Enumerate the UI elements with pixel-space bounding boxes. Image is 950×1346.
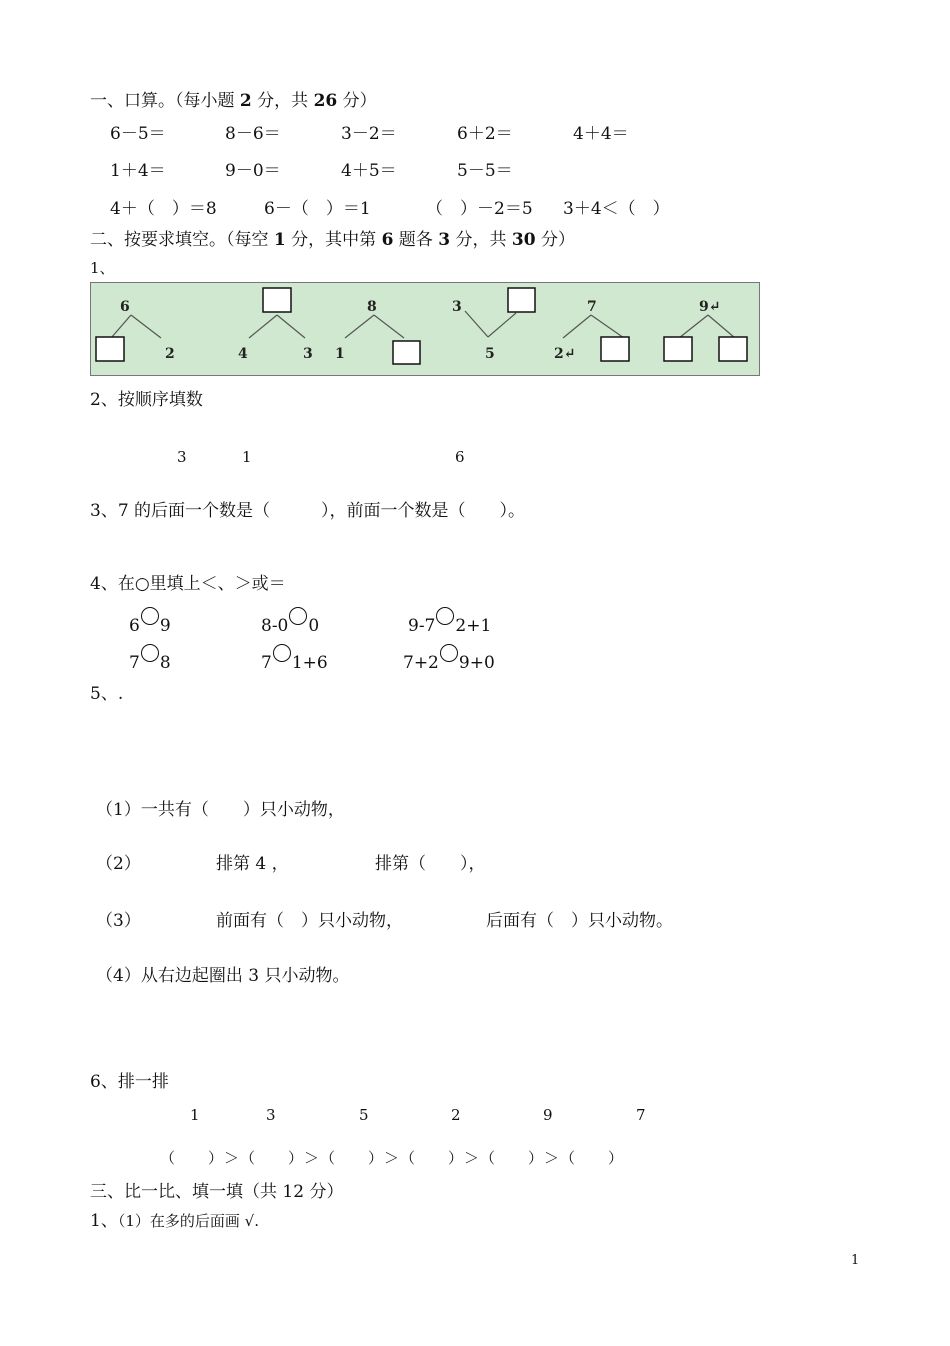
compare-left: 9-7 bbox=[408, 616, 436, 636]
q1-label: 1、 bbox=[90, 259, 115, 277]
answer-box[interactable] bbox=[719, 337, 747, 361]
order-number: 2 bbox=[451, 1106, 461, 1124]
title-bold: 30 bbox=[511, 230, 536, 250]
sequence-number: 3 bbox=[177, 448, 187, 466]
calc-item: 6－（ ）＝1 bbox=[264, 199, 371, 219]
order-blanks: （ ）＞（ ）＞（ ）＞（ ）＞（ ）＞（ ） bbox=[160, 1149, 625, 1167]
compare-left: 7 bbox=[261, 653, 272, 673]
title-part: 分，共 bbox=[251, 91, 314, 111]
q5-part4: （4）从右边起圈出 3 只小动物。 bbox=[96, 966, 350, 986]
calc-item: 3－2＝ bbox=[341, 124, 397, 144]
q5-part3-b: 后面有（ ）只小动物。 bbox=[486, 911, 673, 931]
page-number: 1 bbox=[851, 1253, 860, 1268]
bond-number: 2↵ bbox=[554, 346, 576, 362]
order-number: 9 bbox=[543, 1106, 553, 1124]
answer-box[interactable] bbox=[263, 288, 291, 312]
calc-item: 4＋5＝ bbox=[341, 161, 397, 181]
section2-title bbox=[90, 232, 575, 249]
answer-box[interactable] bbox=[508, 288, 535, 312]
title-part: 一、口算。（每小题 bbox=[90, 91, 240, 111]
q3-text: 3、7 的后面一个数是（ ），前面一个数是（ ）。 bbox=[90, 501, 526, 521]
q5-part1: （1）一共有（ ）只小动物， bbox=[96, 800, 345, 820]
bond-number: 1 bbox=[335, 346, 345, 362]
title-part: 分，共 bbox=[450, 230, 512, 250]
compare-right: 9+0 bbox=[458, 653, 495, 673]
q5-part2-a: 排第 4 ， bbox=[216, 854, 289, 874]
compare-circle[interactable] bbox=[440, 644, 458, 662]
bond-number: 5 bbox=[485, 346, 495, 362]
bond-number: 8 bbox=[367, 299, 377, 315]
answer-box[interactable] bbox=[393, 341, 420, 364]
title-bold: 6 bbox=[381, 230, 394, 250]
section3-q1 bbox=[90, 1213, 259, 1230]
bond-number: 3 bbox=[303, 346, 313, 362]
q-text: （1）在多的后面画 √. bbox=[117, 1212, 259, 1230]
compare-item bbox=[129, 644, 171, 672]
answer-box[interactable] bbox=[96, 337, 124, 361]
compare-right: 2+1 bbox=[455, 616, 492, 636]
compare-right: 8 bbox=[159, 653, 171, 673]
bond-number: 3 bbox=[452, 299, 462, 315]
order-number: 5 bbox=[359, 1106, 369, 1124]
calc-item: 4＋4＝ bbox=[573, 124, 629, 144]
section1-title bbox=[90, 93, 377, 110]
order-number: 7 bbox=[636, 1106, 646, 1124]
title-part: 分，其中第 bbox=[285, 230, 382, 250]
compare-right: 0 bbox=[308, 616, 320, 636]
calc-item: 5－5＝ bbox=[457, 161, 513, 181]
q-number: 1、 bbox=[90, 1211, 118, 1231]
title-bold: 1 bbox=[273, 230, 286, 250]
number-bond-diagram bbox=[91, 283, 759, 375]
compare-circle[interactable] bbox=[436, 607, 454, 625]
q5-part2-b: 排第（ ）， bbox=[375, 854, 486, 874]
title-bold: 3 bbox=[438, 230, 451, 250]
bond-number: 6 bbox=[120, 299, 130, 315]
number-bond-panel bbox=[90, 282, 760, 376]
title-part: 二、按要求填空。（每空 bbox=[90, 230, 274, 250]
bond-number: 7 bbox=[587, 299, 597, 315]
compare-right: 9 bbox=[159, 616, 171, 636]
sequence-number: 1 bbox=[242, 448, 252, 466]
compare-item bbox=[403, 644, 495, 672]
compare-circle[interactable] bbox=[141, 607, 159, 625]
calc-item: 4＋（ ）＝8 bbox=[110, 199, 217, 219]
calc-item: 1＋4＝ bbox=[110, 161, 166, 181]
compare-item bbox=[261, 607, 319, 635]
compare-left: 7 bbox=[129, 653, 140, 673]
title-part: 分） bbox=[535, 230, 575, 250]
q4-label: 4、在○里填上＜、＞或＝ bbox=[90, 574, 286, 594]
order-number: 1 bbox=[190, 1106, 200, 1124]
compare-item bbox=[129, 607, 171, 635]
compare-left: 6 bbox=[129, 616, 140, 636]
bond-number: 9↵ bbox=[699, 299, 721, 315]
title-bold: 26 bbox=[313, 91, 338, 111]
answer-box[interactable] bbox=[601, 337, 629, 361]
calc-item: 9－0＝ bbox=[225, 161, 281, 181]
bond-number: 2 bbox=[165, 346, 175, 362]
compare-item bbox=[261, 644, 328, 672]
q5-part2-num: （2） bbox=[96, 854, 141, 874]
compare-circle[interactable] bbox=[141, 644, 159, 662]
q5-part3-a: 前面有（ ）只小动物， bbox=[216, 911, 403, 931]
compare-circle[interactable] bbox=[289, 607, 307, 625]
compare-left: 7+2 bbox=[403, 653, 439, 673]
compare-left: 8-0 bbox=[261, 616, 289, 636]
calc-item: 3＋4＜（ ） bbox=[563, 199, 670, 219]
calc-item: 6－5＝ bbox=[110, 124, 166, 144]
calc-item: 6＋2＝ bbox=[457, 124, 513, 144]
compare-item bbox=[408, 607, 491, 635]
sequence-number: 6 bbox=[455, 448, 465, 466]
q5-part3-num: （3） bbox=[96, 911, 141, 931]
compare-circle[interactable] bbox=[273, 644, 291, 662]
bond-number: 4 bbox=[238, 346, 248, 362]
q5-label: 5、. bbox=[90, 684, 124, 704]
order-number: 3 bbox=[266, 1106, 276, 1124]
calc-item: 8－6＝ bbox=[225, 124, 281, 144]
compare-right: 1+6 bbox=[291, 653, 328, 673]
title-part: 题各 bbox=[393, 230, 439, 250]
title-part: 分） bbox=[337, 91, 377, 111]
title-bold: 2 bbox=[239, 91, 252, 111]
q2-label: 2、按顺序填数 bbox=[90, 390, 203, 410]
q6-label: 6、排一排 bbox=[90, 1072, 169, 1092]
calc-item: （ ）－2＝5 bbox=[426, 199, 533, 219]
answer-box[interactable] bbox=[664, 337, 692, 361]
section3-title: 三、比一比、填一填（共 12 分） bbox=[90, 1182, 344, 1202]
